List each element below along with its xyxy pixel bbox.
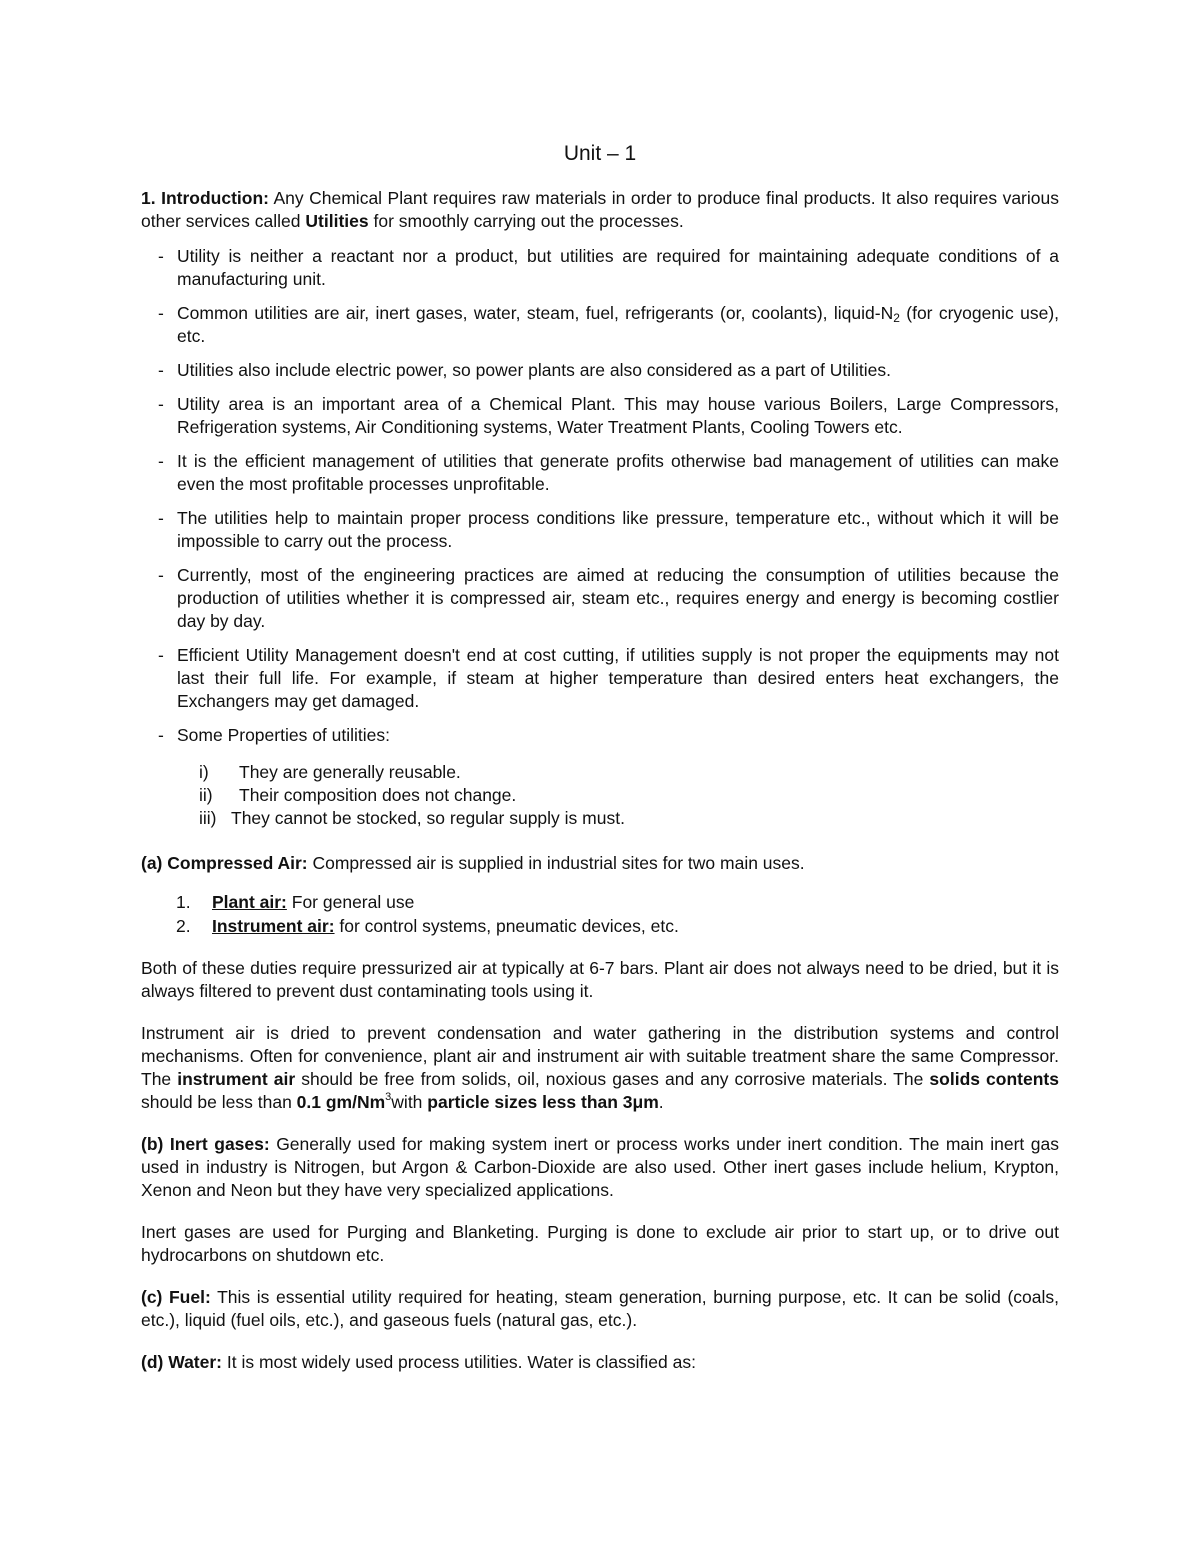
paragraph-text: Instrument air is dried to prevent condensation and water gathering in the distribution systems and control mechanisms. Often for convenience, plant air and instrument air with suitable treatment share the same Compressor. The [141, 1023, 1059, 1089]
paragraph-text: with [391, 1092, 428, 1112]
air-use-text: for control systems, pneumatic devices, etc. [334, 916, 679, 936]
page-title: Unit – 1 [563, 142, 637, 165]
air-use-text: For general use [286, 892, 415, 912]
intro-text-a: Any Chemical Plant requires raw materials in order to produce final products. It also requires various other services called [141, 188, 1059, 231]
bullet-item [141, 393, 1059, 439]
bullet-dash: - [158, 645, 164, 665]
intro-text-b: for smoothly carrying out the processes. [368, 211, 684, 231]
bullet-dash: - [158, 565, 164, 585]
bullet-item [141, 245, 1059, 291]
properties-list [199, 761, 1059, 830]
inert-gases-paragraph [141, 1133, 1059, 1202]
compressed-air-heading: (a) Compressed Air: [141, 853, 308, 873]
property-text: Their composition does not change. [239, 785, 517, 805]
bullet-text-tail: (for cryogenic use), etc. [177, 303, 1060, 346]
bullet-item [141, 359, 1059, 382]
bullet-dash: - [158, 508, 164, 528]
purging-paragraph: Inert gases are used for Purging and Blanketing. Purging is done to exclude air prior to start up, or to drive out hydrocarbons on shutdown etc. [141, 1222, 1059, 1265]
superscript: 3 [385, 1091, 392, 1103]
bullet-item [141, 564, 1059, 633]
bullet-item [141, 507, 1059, 553]
air-uses-list [176, 890, 1059, 938]
bullet-text: Utility is neither a reactant nor a product, but utilities are required for maintaining adequate conditions of a manufacturing unit. [177, 246, 1059, 289]
fuel-heading: (c) Fuel: [141, 1287, 211, 1307]
property-number: ii) [199, 785, 213, 805]
property-number: i) [199, 762, 209, 782]
property-number: iii) [199, 808, 217, 828]
bullet-text: Common utilities are air, inert gases, water, steam, fuel, refrigerants (or, coolants), liquid-N [177, 303, 894, 323]
bullet-dash: - [158, 303, 164, 323]
property-item [199, 761, 1059, 784]
pressurized-air-paragraph: Both of these duties require pressurized air at typically at 6-7 bars. Plant air does not always need to be dried, but it is always filtered to prevent dust contaminating tools using it. [141, 958, 1059, 1001]
fuel-text: This is essential utility required for heating, steam generation, burning purpose, etc. It can be solid (coals, etc.), liquid (fuel oils, etc.), and gaseous fuels (natural gas, etc.). [141, 1287, 1059, 1330]
water-text: It is most widely used process utilities. Water is classified as: [222, 1352, 696, 1372]
bold-text: 0.1 gm/Nm [296, 1092, 386, 1112]
bold-text: instrument air [177, 1069, 296, 1089]
utility-bullet-list [141, 245, 1059, 747]
air-use-item [176, 914, 1059, 938]
bullet-text: Utilities also include electric power, so power plants are also considered as a part of Utilities. [177, 360, 891, 380]
inert-gases-text: Generally used for making system inert or process works under inert condition. The main inert gas used in industry is Nitrogen, but Argon & Carbon-Dioxide are also used. Other inert gases include helium, Krypton, Xenon and Neon but they have very specialized applications. [141, 1134, 1059, 1200]
document-page [141, 140, 1059, 1393]
bullet-text: Some Properties of utilities: [177, 725, 391, 745]
bullet-text: It is the efficient management of utilities that generate profits otherwise bad management of utilities can make even the most profitable processes unprofitable. [177, 451, 1059, 494]
bullet-item [141, 644, 1059, 713]
air-use-number: 1. [176, 892, 191, 912]
bullet-text: Efficient Utility Management doesn't end at cost cutting, if utilities supply is not proper the equipments may not last their full life. For example, if steam at higher temperature than desired enters heat exchangers, the Exchangers may get damaged. [177, 645, 1059, 711]
property-item [199, 784, 1059, 807]
bullet-item [141, 302, 1059, 348]
property-text: They cannot be stocked, so regular supply is must. [231, 808, 625, 828]
compressed-air-paragraph [141, 852, 1059, 875]
bullet-dash: - [158, 394, 164, 414]
property-item [199, 807, 1059, 830]
air-use-item [176, 890, 1059, 914]
bullet-text: Currently, most of the engineering practices are aimed at reducing the consumption of utilities because the production of utilities whether it is compressed air, steam etc., requires energy and energy is becoming costlier day by day. [177, 565, 1059, 631]
instrument-air-paragraph [141, 1022, 1059, 1114]
bullet-item [141, 724, 1059, 747]
paragraph-text: should be less than [141, 1092, 297, 1112]
bullet-dash: - [158, 725, 164, 745]
bold-text: solids contents [929, 1069, 1059, 1089]
air-use-number: 2. [176, 916, 191, 936]
air-use-label: Instrument air: [212, 916, 335, 936]
paragraph-text: should be free from solids, oil, noxious gases and any corrosive materials. The [295, 1069, 930, 1089]
water-paragraph [141, 1351, 1059, 1374]
bold-text: particle sizes less than 3μm [427, 1092, 659, 1112]
subscript: 2 [893, 311, 900, 325]
compressed-air-text: Compressed air is supplied in industrial sites for two main uses. [307, 853, 805, 873]
bullet-text: Utility area is an important area of a Chemical Plant. This may house various Boilers, Large Compressors, Refrigeration systems, Air Conditioning systems, Water Treatment Plants, Cooling Towers etc. [177, 394, 1059, 437]
property-text: They are generally reusable. [239, 762, 461, 782]
bullet-item [141, 450, 1059, 496]
paragraph-text: . [658, 1092, 664, 1112]
bullet-dash: - [158, 360, 164, 380]
bullet-text: The utilities help to maintain proper process conditions like pressure, temperature etc., without which it will be impossible to carry out the process. [177, 508, 1059, 551]
air-use-label: Plant air: [212, 892, 287, 912]
intro-heading: 1. Introduction: [141, 188, 269, 208]
utilities-word: Utilities [305, 211, 369, 231]
bullet-dash: - [158, 451, 164, 471]
fuel-paragraph [141, 1286, 1059, 1332]
bullet-dash: - [158, 246, 164, 266]
intro-paragraph [141, 187, 1059, 233]
water-heading: (d) Water: [141, 1352, 223, 1372]
inert-gases-heading: (b) Inert gases: [141, 1134, 270, 1154]
